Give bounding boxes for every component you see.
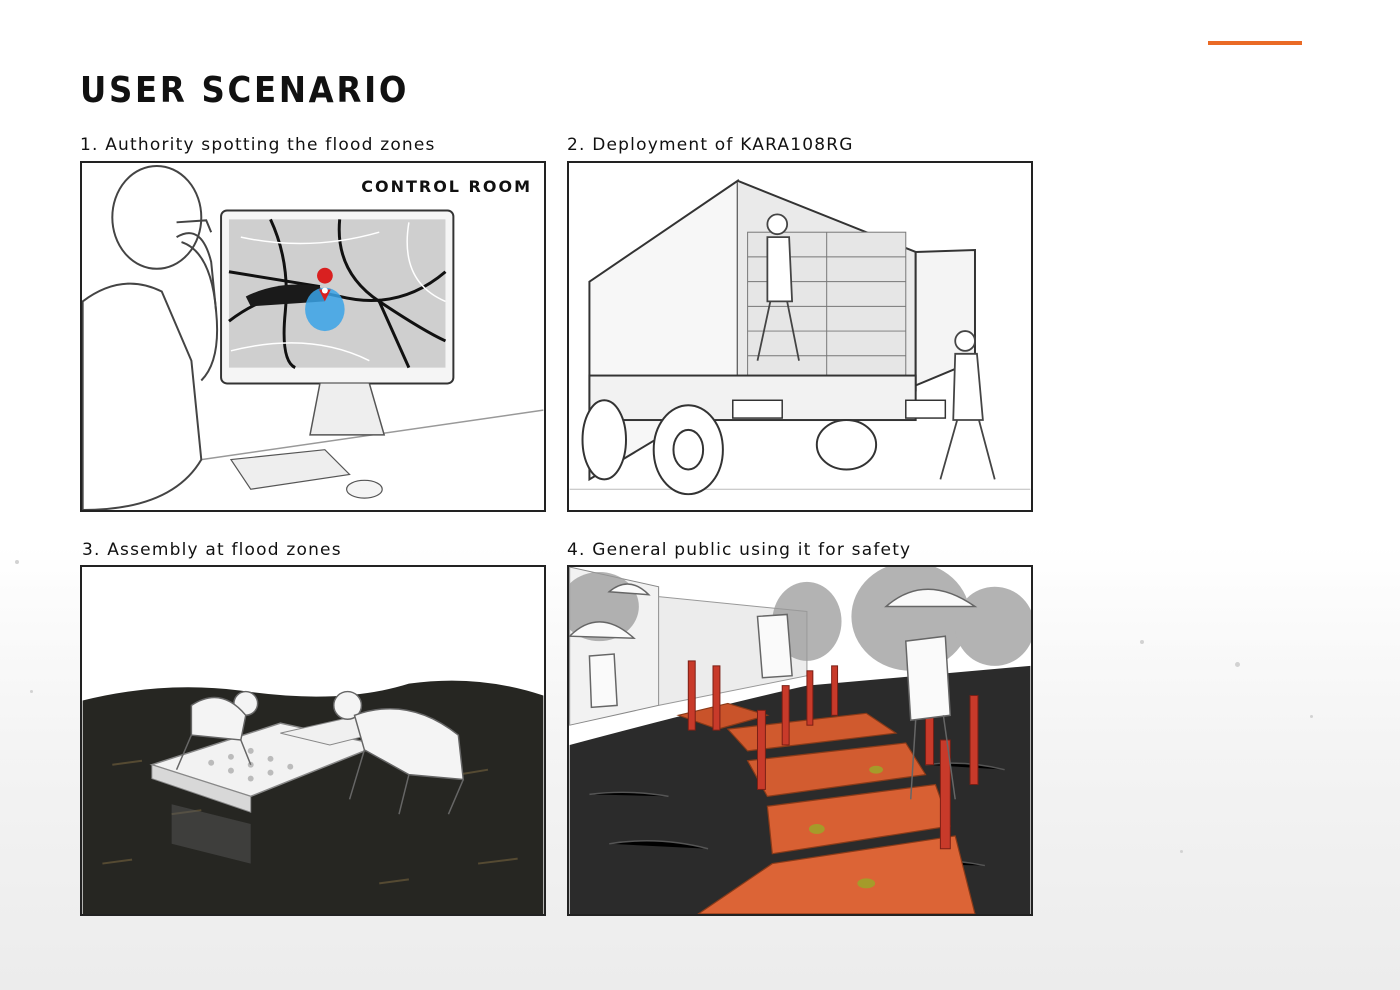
scenario-1-caption: 1. Authority spotting the flood zones	[80, 135, 436, 155]
page-title: USER SCENARIO	[80, 70, 410, 111]
scenario-2-panel	[567, 161, 1033, 512]
walkway-illustration	[569, 567, 1031, 914]
background-speck	[1180, 850, 1183, 853]
background-speck	[1140, 640, 1144, 644]
assembly-illustration	[82, 567, 544, 914]
background-speck	[15, 560, 19, 564]
background-speck	[1235, 662, 1240, 667]
scenario-4-panel	[567, 565, 1033, 916]
scenario-4-caption: 4. General public using it for safety	[567, 540, 912, 560]
accent-bar	[1208, 41, 1302, 45]
scenario-2-caption: 2. Deployment of KARA108RG	[567, 135, 854, 155]
control-room-label: CONTROL ROOM	[361, 177, 532, 196]
scenario-3-caption: 3. Assembly at flood zones	[82, 540, 342, 560]
background-speck	[30, 690, 33, 693]
truck-illustration	[569, 163, 1031, 510]
background-speck	[1310, 715, 1313, 718]
scenario-3-panel	[80, 565, 546, 916]
scenario-1-panel	[80, 161, 546, 512]
control-room-illustration	[82, 163, 544, 510]
